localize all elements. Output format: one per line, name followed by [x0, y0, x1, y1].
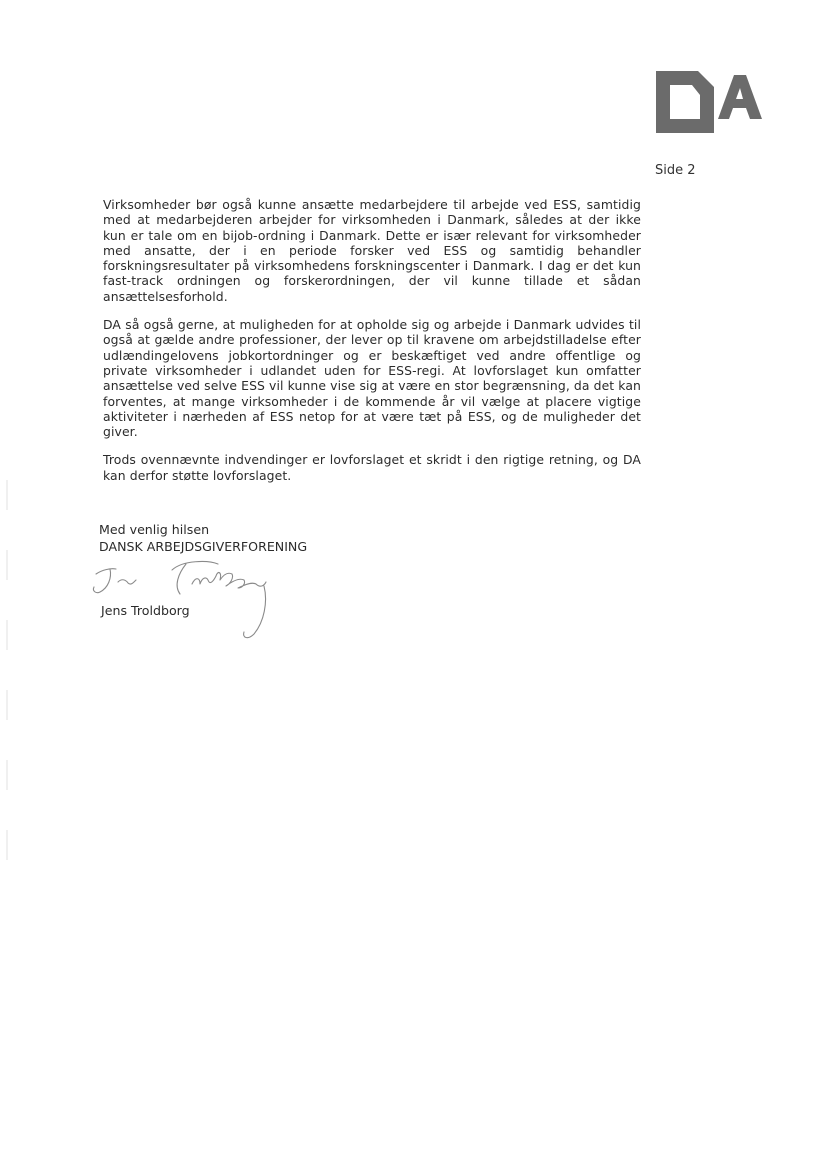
organization-name: DANSK ARBEJDSGIVERFORENING — [99, 539, 308, 554]
paragraph-3: Trods ovennævnte indvendinger er lovforslaget et skridt i den rigtige retning, og DA kan derfor støtte lovforslaget. — [103, 452, 641, 483]
paragraph-2: DA så også gerne, at muligheden for at opholde sig og arbejde i Danmark udvides til også at gælde andre professioner, der lever op til kravene om arbejdstilladelse efter udlændingelovens jobkortordninger og er beskæftiget ved andre offentlige og private virksomheder i udlandet uden for ESS-regi. At lovforslaget kun omfatter ansættelse ved selve ESS vil kunne vise sig at være en stor begrænsning, da det kan forventes, at mange virksomheder i de kommende år vil vælge at placere vigtige aktiviteter i nærheden af ESS netop for at være tæt på ESS, og de muligheder det giver. — [103, 317, 641, 440]
page-number: Side 2 — [655, 163, 696, 178]
da-logo — [656, 71, 766, 133]
signer-name: Jens Troldborg — [101, 603, 190, 618]
scan-margin-artifacts — [6, 480, 8, 880]
paragraph-1: Virksomheder bør også kunne ansætte medarbejdere til arbejde ved ESS, samtidig med at medarbejderen arbejder for virksomheden i Danmark, således at der ikke kun er tale om en bijob-ordning i Danmark. Dette er især relevant for virksomheder med ansatte, der i en periode forsker ved ESS og samtidig behandler forskningsresultater på virksomhedens forskningscenter i Danmark. I dag er det kun fast-track ordningen og forskerordningen, der vil kunne tillade et sådan ansættelsesforhold. — [103, 197, 641, 304]
closing-block — [99, 521, 307, 555]
letter-body — [103, 197, 641, 496]
salutation: Med venlig hilsen — [99, 522, 210, 537]
